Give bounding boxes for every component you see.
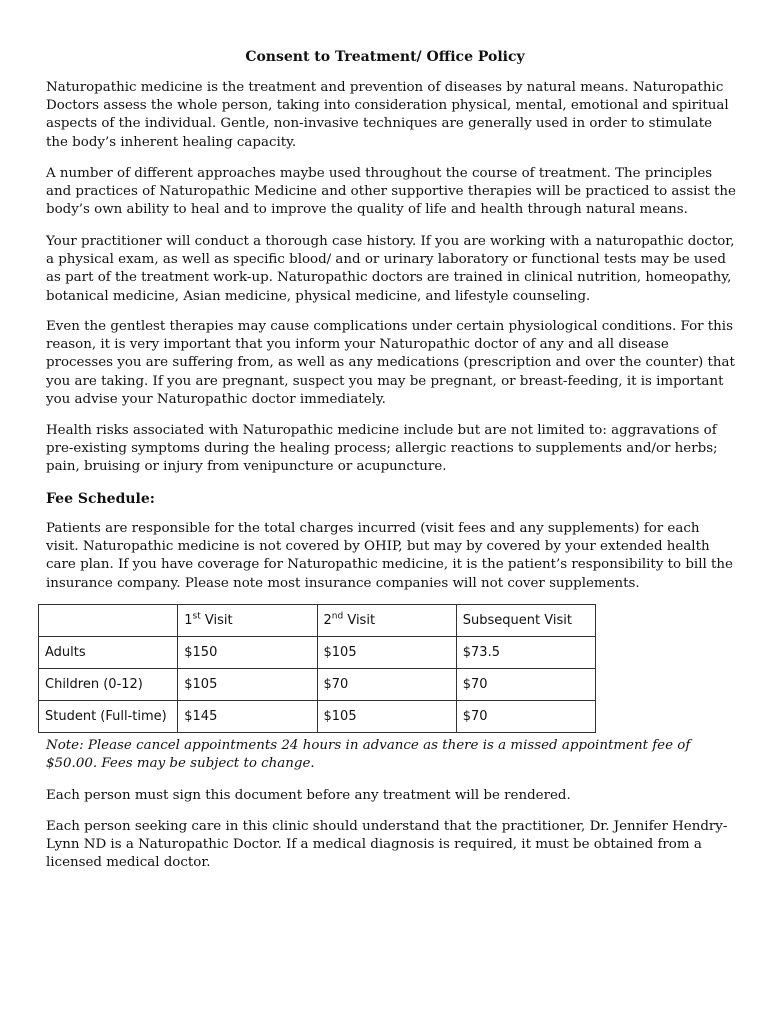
table-row [39, 701, 596, 733]
first-visit-suffix: st [192, 611, 201, 622]
fee-subsequent-visit: $70 [456, 701, 595, 733]
paragraph-fees: Patients are responsible for the total charges incurred (visit fees and any supplements) for each visit. Naturopathic medicine is not covered by OHIP, but may by covered by your extended health care plan. If you have coverage for Naturopathic medicine, it is the patient’s responsibility to bill the insurance company. Please note most insurance companies will not cover supplements. [46, 521, 733, 591]
fee-second-visit: $105 [317, 637, 456, 669]
paragraph-case-history: Your practitioner will conduct a thorough case history. If you are working with a naturopathic doctor, a physical exam, as well as specific blood/ and or urinary laboratory or functional tests may be used as part of the treatment work-up. Naturopathic doctors are trained in clinical nutrition, homeopathy, botanical medicine, Asian medicine, physical medicine, and lifestyle counseling. [46, 234, 735, 304]
fee-table-header-subsequent: Subsequent Visit [456, 605, 595, 637]
fee-second-visit: $105 [317, 701, 456, 733]
paragraph-health-risks: Health risks associated with Naturopathic medicine include but are not limited to: aggravations of pre-existing symptoms during the healing process; allergic reactions to supplements and/or herbs; pain, bruising or injury from venipuncture or acupuncture. [46, 423, 718, 475]
fee-table-header-row [39, 605, 596, 637]
cancellation-note: Note: Please cancel appointments 24 hours in advance as there is a missed appointment fee of $50.00. Fees may be subject to change. [46, 738, 691, 772]
table-row [39, 637, 596, 669]
fee-category: Adults [39, 637, 178, 669]
first-visit-number: 1 [184, 613, 193, 628]
fee-subsequent-visit: $70 [456, 669, 595, 701]
fee-first-visit: $150 [178, 637, 317, 669]
table-row [39, 669, 596, 701]
fee-second-visit: $70 [317, 669, 456, 701]
paragraph-practitioner: Each person seeking care in this clinic should understand that the practitioner, Dr. Jennifer Hendry-Lynn ND is a Naturopathic Doctor. If a medical diagnosis is required, it must be obtained from a licensed medical doctor. [46, 819, 728, 871]
first-visit-label: Visit [200, 613, 233, 628]
second-visit-suffix: nd [331, 611, 344, 622]
fee-table [38, 604, 596, 733]
page-title: Consent to Treatment/ Office Policy [245, 49, 525, 65]
paragraph-complications: Even the gentlest therapies may cause complications under certain physiological conditions. For this reason, it is very important that you inform your Naturopathic doctor of any and all disease processes you are suffering from, as well as any medications (prescription and over the counter) that you are taking. If you are pregnant, suspect you may be pregnant, or breast-feeding, it is important you advise your Naturopathic doctor immediately. [46, 319, 735, 407]
fee-schedule-heading: Fee Schedule: [46, 491, 155, 507]
paragraph-intro: Naturopathic medicine is the treatment and prevention of diseases by natural means. Naturopathic Doctors assess the whole person, taking into consideration physical, mental, emotional and spiritual aspects of the individual. Gentle, non-invasive techniques are generally used in order to stimulate the body’s inherent healing capacity. [46, 80, 729, 150]
paragraph-signature-requirement: Each person must sign this document before any treatment will be rendered. [46, 788, 571, 803]
paragraph-approaches: A number of different approaches maybe used throughout the course of treatment. The principles and practices of Naturopathic Medicine and other supportive therapies will be practiced to assist the body’s own ability to heal and to improve the quality of life and health through natural means. [46, 166, 736, 218]
fee-first-visit: $105 [178, 669, 317, 701]
fee-category: Children (0-12) [39, 669, 178, 701]
fee-first-visit: $145 [178, 701, 317, 733]
second-visit-number: 2 [323, 613, 332, 628]
fee-table-header-blank [39, 605, 178, 637]
fee-subsequent-visit: $73.5 [456, 637, 595, 669]
second-visit-label: Visit [343, 613, 376, 628]
fee-category: Student (Full-time) [39, 701, 178, 733]
fee-table-header-first-visit [178, 605, 317, 637]
fee-table-header-second-visit [317, 605, 456, 637]
